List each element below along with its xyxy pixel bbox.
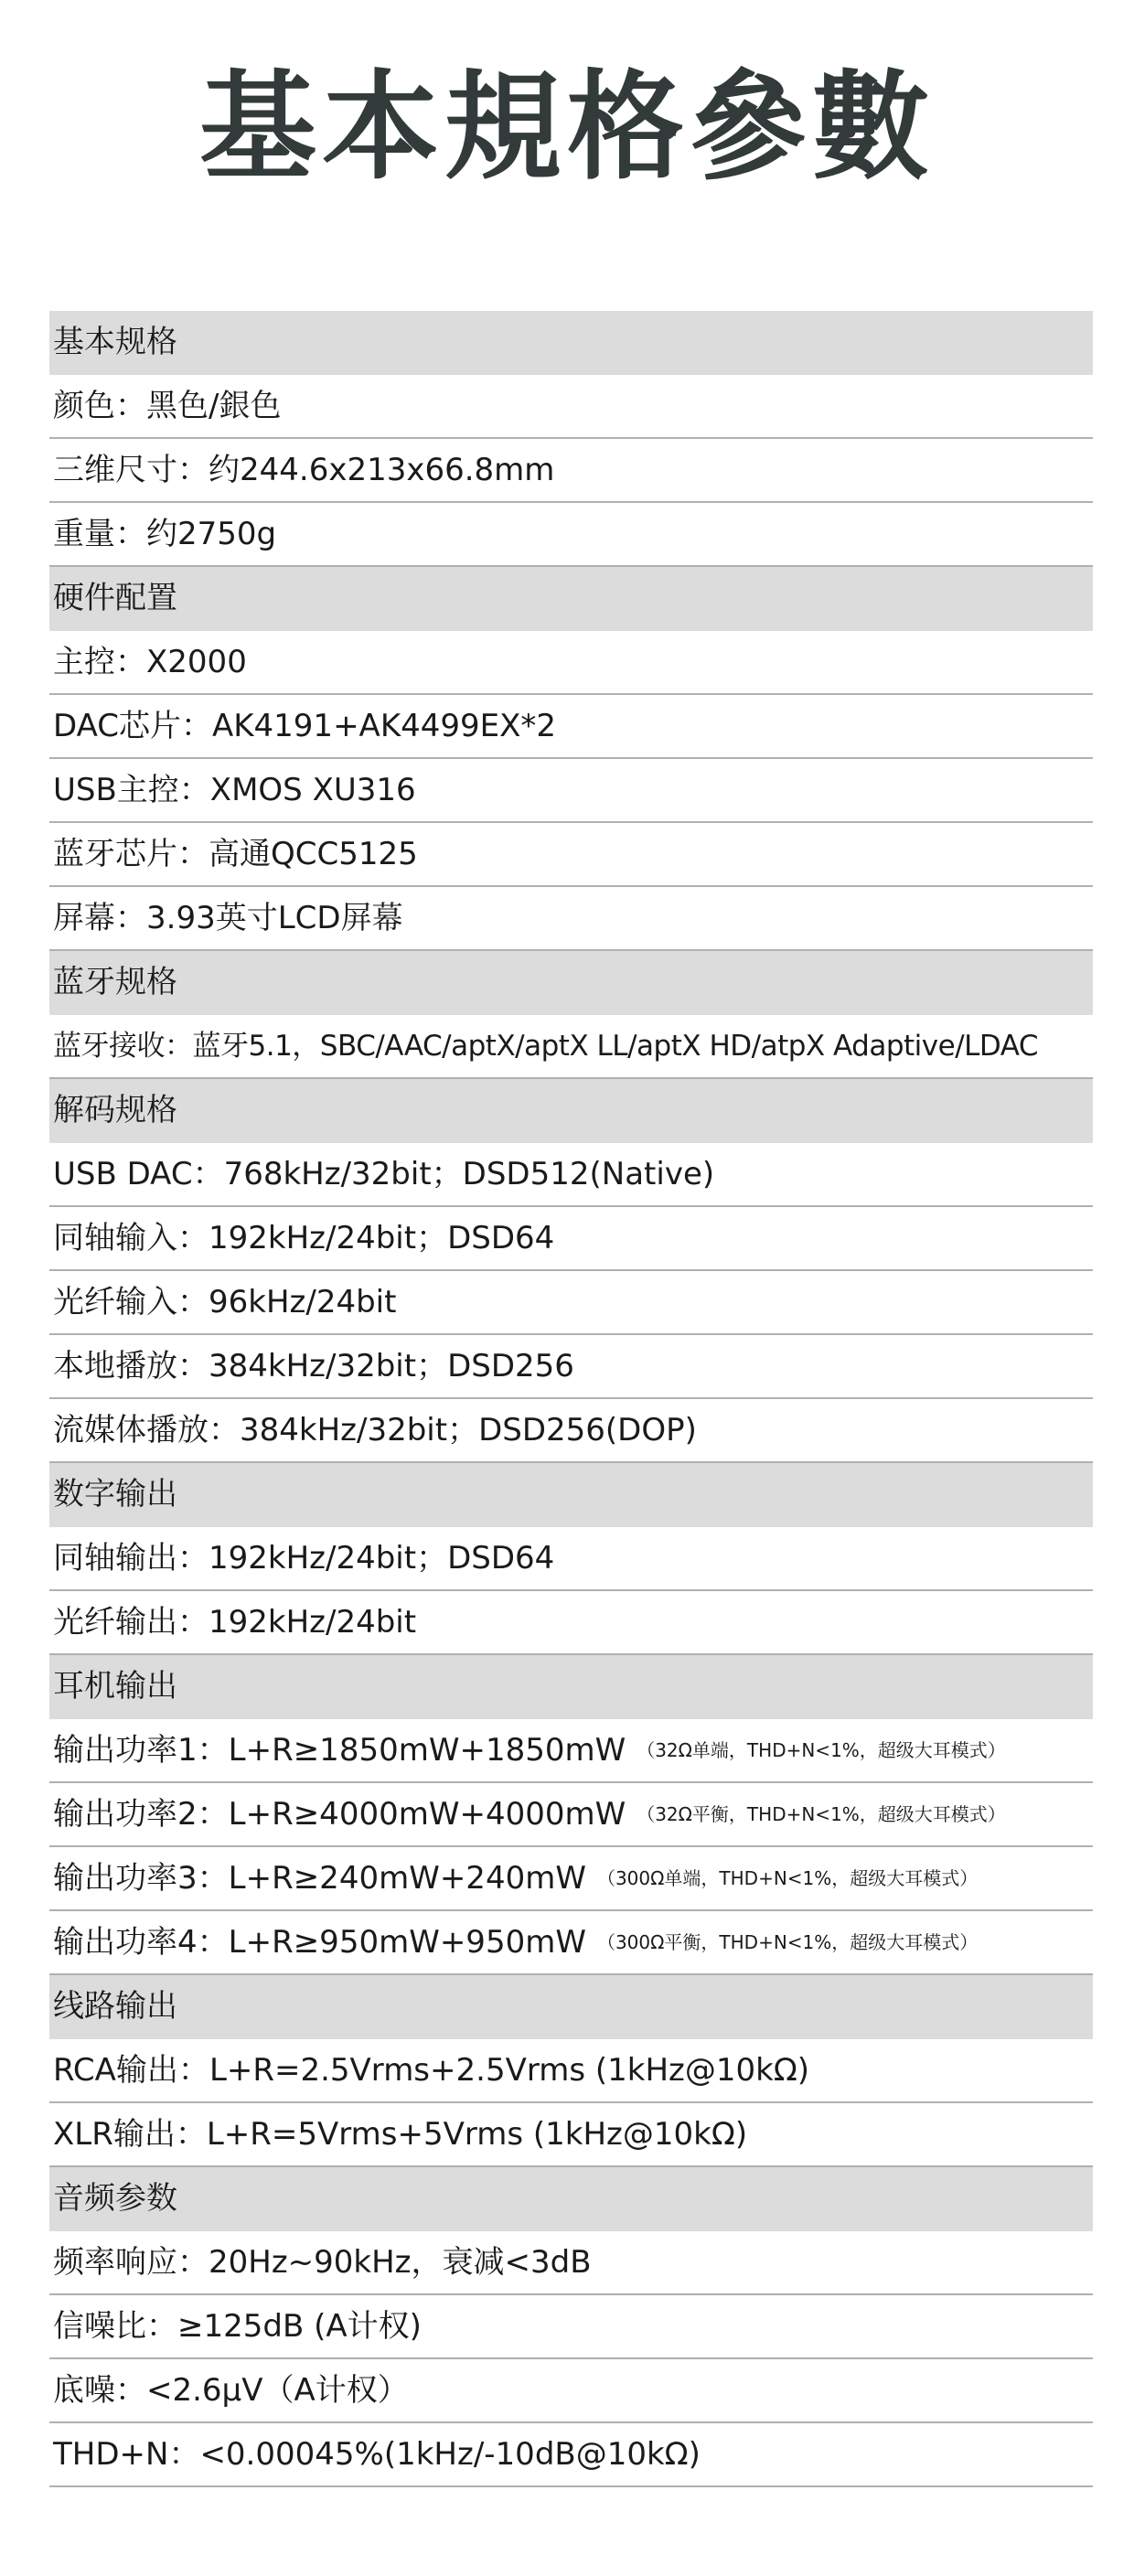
spec-label: 重量： <box>53 516 146 552</box>
spec-value: 约2750g <box>146 516 277 552</box>
spec-value: 192kHz/24bit <box>209 1604 417 1641</box>
spec-value: L+R=5Vrms+5Vrms (1kHz@10kΩ) <box>206 2116 748 2153</box>
spec-note: （32Ω单端，THD+N<1%，超级大耳模式） <box>637 1739 1006 1761</box>
spec-row <box>49 1015 1093 1079</box>
spec-row <box>49 2231 1093 2295</box>
spec-label: 主控： <box>53 644 146 680</box>
section-heading <box>49 1079 1093 1143</box>
spec-row <box>49 375 1093 439</box>
spec-value: 384kHz/32bit；DSD256(DOP) <box>240 1412 697 1448</box>
spec-note: （32Ω平衡，THD+N<1%，超级大耳模式） <box>637 1803 1006 1825</box>
section-heading <box>49 2167 1093 2231</box>
spec-row <box>49 887 1093 951</box>
spec-label: 输出功率4： <box>53 1924 229 1961</box>
spec-row <box>49 1911 1093 1975</box>
spec-row <box>49 2359 1093 2423</box>
spec-row <box>49 1591 1093 1655</box>
spec-label: USB DAC： <box>53 1156 224 1192</box>
spec-label: 频率响应： <box>53 2244 209 2281</box>
spec-row <box>49 1143 1093 1207</box>
spec-row <box>49 2295 1093 2359</box>
spec-row <box>49 823 1093 887</box>
spec-label: RCA输出： <box>53 2052 209 2089</box>
section-heading <box>49 311 1093 375</box>
spec-value: 384kHz/32bit；DSD256 <box>209 1348 574 1384</box>
spec-row <box>49 2103 1093 2167</box>
section-heading-label: 基本规格 <box>53 324 177 360</box>
spec-row <box>49 1783 1093 1847</box>
spec-row <box>49 439 1093 503</box>
spec-label: 信噪比： <box>53 2308 177 2345</box>
spec-label: 光纤输出： <box>53 1604 209 1641</box>
spec-label: XLR输出： <box>53 2116 207 2153</box>
section-heading <box>49 1655 1093 1719</box>
spec-value: L+R≥950mW+950mW <box>228 1924 586 1961</box>
spec-label: 蓝牙接收： <box>53 1030 193 1063</box>
spec-row <box>49 2423 1093 2487</box>
spec-row <box>49 2039 1093 2103</box>
section-heading-label: 硬件配置 <box>53 580 177 616</box>
spec-label: 底噪： <box>53 2372 146 2409</box>
section-heading-label: 蓝牙规格 <box>53 964 177 1000</box>
spec-value: 192kHz/24bit；DSD64 <box>209 1540 555 1577</box>
spec-row <box>49 1399 1093 1463</box>
spec-label: 屏幕： <box>53 900 146 936</box>
spec-row <box>49 1271 1093 1335</box>
spec-table <box>49 311 1093 2487</box>
spec-value: 768kHz/32bit；DSD512(Native) <box>223 1156 715 1192</box>
section-heading <box>49 1975 1093 2039</box>
spec-label: 同轴输入： <box>53 1220 209 1256</box>
spec-value: AK4191+AK4499EX*2 <box>211 708 557 744</box>
spec-value: ≥125dB (A计权) <box>177 2308 422 2345</box>
spec-row <box>49 1719 1093 1783</box>
spec-value: <0.00045%(1kHz/-10dB@10kΩ) <box>199 2436 701 2473</box>
spec-label: 本地播放： <box>53 1348 209 1384</box>
spec-label: USB主控： <box>53 772 210 808</box>
spec-row <box>49 759 1093 823</box>
spec-label: 三维尺寸： <box>53 452 209 488</box>
spec-row <box>49 631 1093 695</box>
spec-label: 流媒体播放： <box>53 1412 240 1448</box>
section-heading-label: 解码规格 <box>53 1092 177 1128</box>
section-heading-label: 耳机输出 <box>53 1668 177 1705</box>
spec-label: THD+N： <box>53 2436 200 2473</box>
spec-note: （300Ω单端，THD+N<1%，超级大耳模式） <box>596 1867 979 1889</box>
spec-value: 蓝牙5.1，SBC/AAC/aptX/aptX LL/aptX HD/atpX Adaptive/LDAC <box>192 1030 1039 1063</box>
spec-label: 输出功率2： <box>53 1796 229 1833</box>
spec-label: 光纤输入： <box>53 1284 209 1320</box>
spec-label: 同轴输出： <box>53 1540 209 1577</box>
spec-value: 20Hz~90kHz，衰减<3dB <box>209 2244 592 2281</box>
spec-label: 输出功率1： <box>53 1732 229 1769</box>
spec-row <box>49 503 1093 567</box>
section-heading-label: 音频参数 <box>53 2180 177 2217</box>
spec-value: 黑色/銀色 <box>146 388 282 424</box>
section-heading <box>49 1463 1093 1527</box>
spec-value: <2.6μV（A计权） <box>146 2372 409 2409</box>
spec-value: L+R≥1850mW+1850mW <box>228 1732 626 1769</box>
spec-label: DAC芯片： <box>53 708 212 744</box>
spec-value: X2000 <box>146 644 247 680</box>
section-heading-label: 线路输出 <box>53 1988 177 2025</box>
section-heading <box>49 567 1093 631</box>
spec-label: 蓝牙芯片： <box>53 836 209 872</box>
spec-row <box>49 695 1093 759</box>
spec-value: L+R≥4000mW+4000mW <box>228 1796 626 1833</box>
page-title: 基本規格參數 <box>198 59 935 196</box>
spec-value: 3.93英寸LCD屏幕 <box>146 900 403 936</box>
section-heading <box>49 951 1093 1015</box>
spec-value: 96kHz/24bit <box>209 1284 397 1320</box>
spec-label: 颜色： <box>53 388 146 424</box>
spec-value: 192kHz/24bit；DSD64 <box>209 1220 555 1256</box>
spec-value: 约244.6x213x66.8mm <box>209 452 555 488</box>
spec-value: L+R≥240mW+240mW <box>228 1860 586 1897</box>
spec-value: L+R=2.5Vrms+2.5Vrms (1kHz@10kΩ) <box>209 2052 810 2089</box>
spec-row <box>49 1847 1093 1911</box>
spec-value: 高通QCC5125 <box>209 836 418 872</box>
spec-row <box>49 1527 1093 1591</box>
spec-row <box>49 1207 1093 1271</box>
spec-note: （300Ω平衡，THD+N<1%，超级大耳模式） <box>596 1931 979 1953</box>
spec-row <box>49 1335 1093 1399</box>
spec-value: XMOS XU316 <box>209 772 416 808</box>
section-heading-label: 数字输出 <box>53 1476 177 1512</box>
spec-label: 输出功率3： <box>53 1860 229 1897</box>
